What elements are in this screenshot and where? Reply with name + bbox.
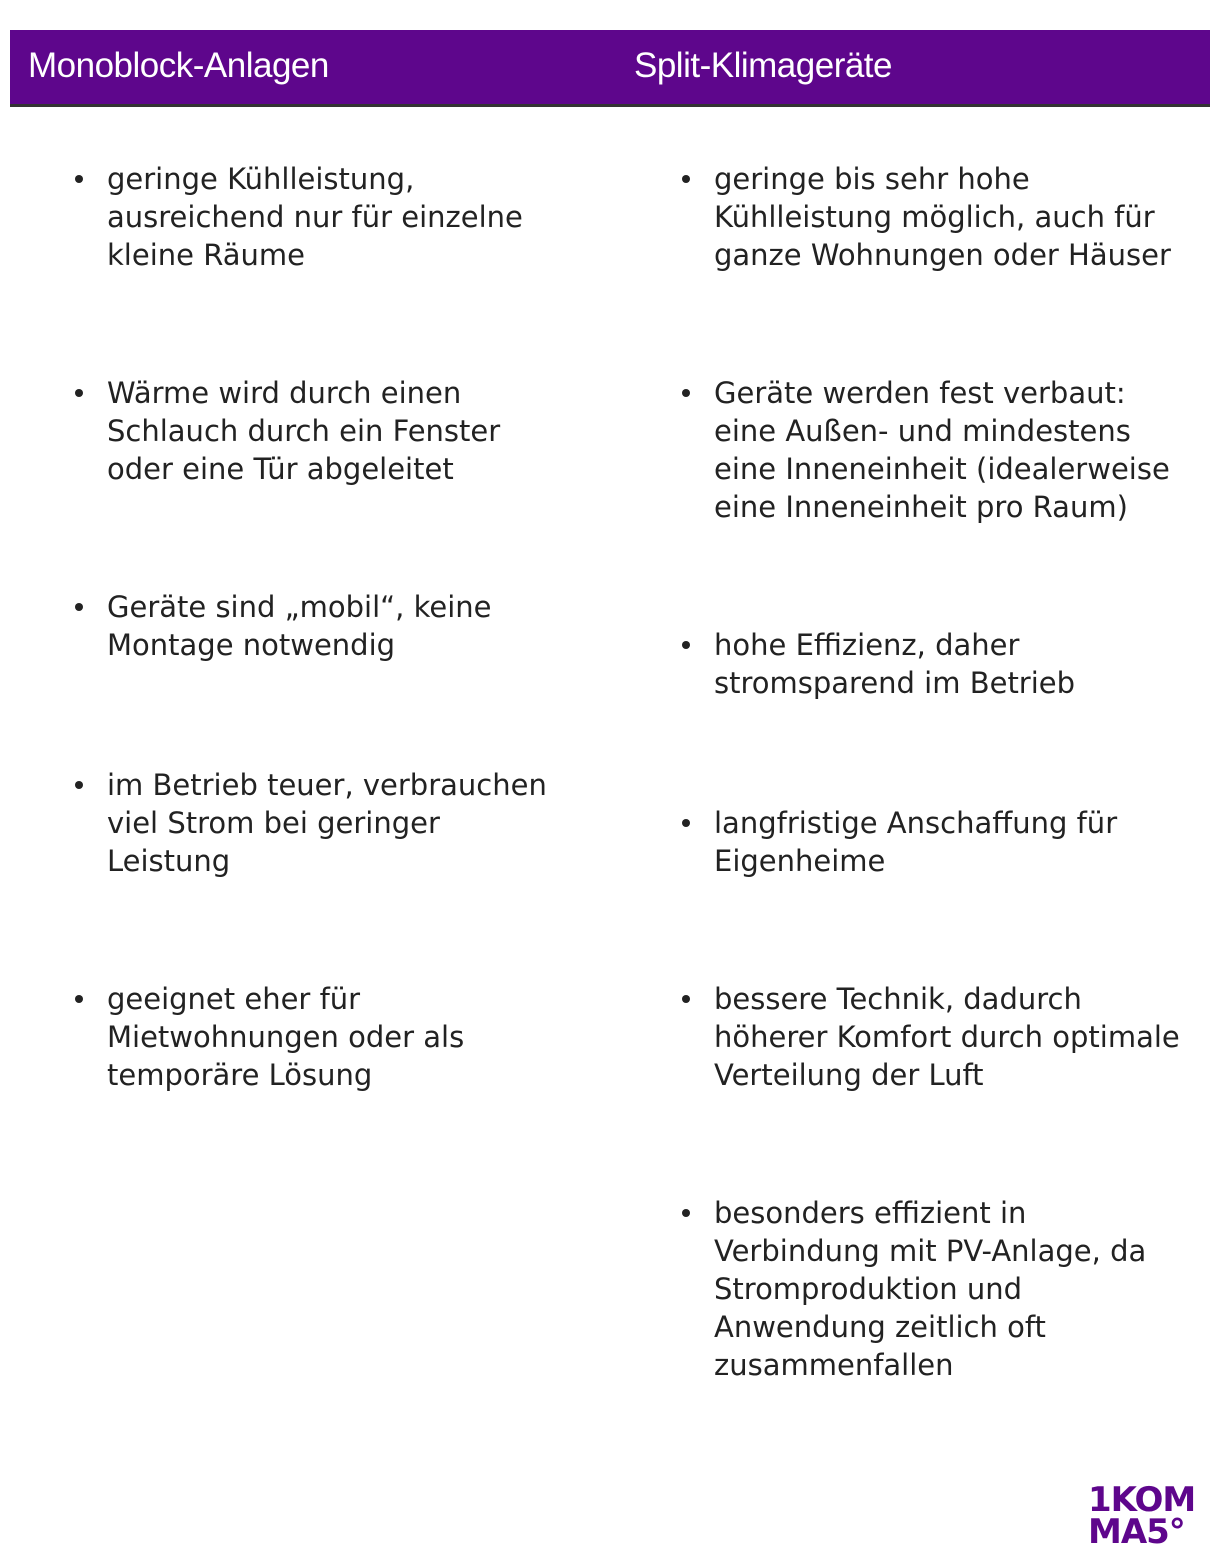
monoblock-item: Geräte sind „mobil“, keine Montage notwendig [107, 588, 577, 664]
split-heading: Split-Klimageräte [634, 46, 892, 85]
bullet-icon [75, 781, 83, 789]
bullet-icon [75, 603, 83, 611]
brand-logo [1088, 1480, 1204, 1552]
bullet-icon [682, 641, 690, 649]
monoblock-item: geringe Kühlleistung, ausreichend nur für einzelne kleine Räume [107, 160, 577, 274]
bullet-icon [75, 995, 83, 1003]
bullet-icon [682, 819, 690, 827]
monoblock-item: geeignet eher für Mietwohnungen oder als temporäre Lösung [107, 980, 577, 1094]
comparison-header [10, 30, 1210, 107]
logo-line-1: 1KOM [1088, 1480, 1196, 1520]
split-item: Geräte werden fest verbaut: eine Außen- und mindestens eine Inneneinheit (idealerweise eine Inneneinheit pro Raum) [714, 374, 1204, 526]
bullet-icon [682, 175, 690, 183]
split-item: bessere Technik, dadurch höherer Komfort durch optimale Verteilung der Luft [714, 980, 1204, 1094]
logo-line-2: MA5° [1088, 1512, 1185, 1552]
split-item: besonders effizient in Verbindung mit PV-Anlage, da Stromproduktion und Anwendung zeitlich oft zusammenfallen [714, 1194, 1204, 1384]
monoblock-heading: Monoblock-Anlagen [28, 46, 329, 85]
split-item: geringe bis sehr hohe Kühlleistung möglich, auch für ganze Wohnungen oder Häuser [714, 160, 1204, 274]
bullet-icon [682, 995, 690, 1003]
bullet-icon [75, 175, 83, 183]
split-item: langfristige Anschaffung für Eigenheime [714, 804, 1204, 880]
bullet-icon [682, 1209, 690, 1217]
monoblock-item: im Betrieb teuer, verbrauchen viel Strom bei geringer Leistung [107, 766, 577, 880]
bullet-icon [75, 389, 83, 397]
bullet-icon [682, 389, 690, 397]
split-item: hohe Effizienz, daher stromsparend im Betrieb [714, 626, 1204, 702]
monoblock-item: Wärme wird durch einen Schlauch durch ein Fenster oder eine Tür abgeleitet [107, 374, 577, 488]
